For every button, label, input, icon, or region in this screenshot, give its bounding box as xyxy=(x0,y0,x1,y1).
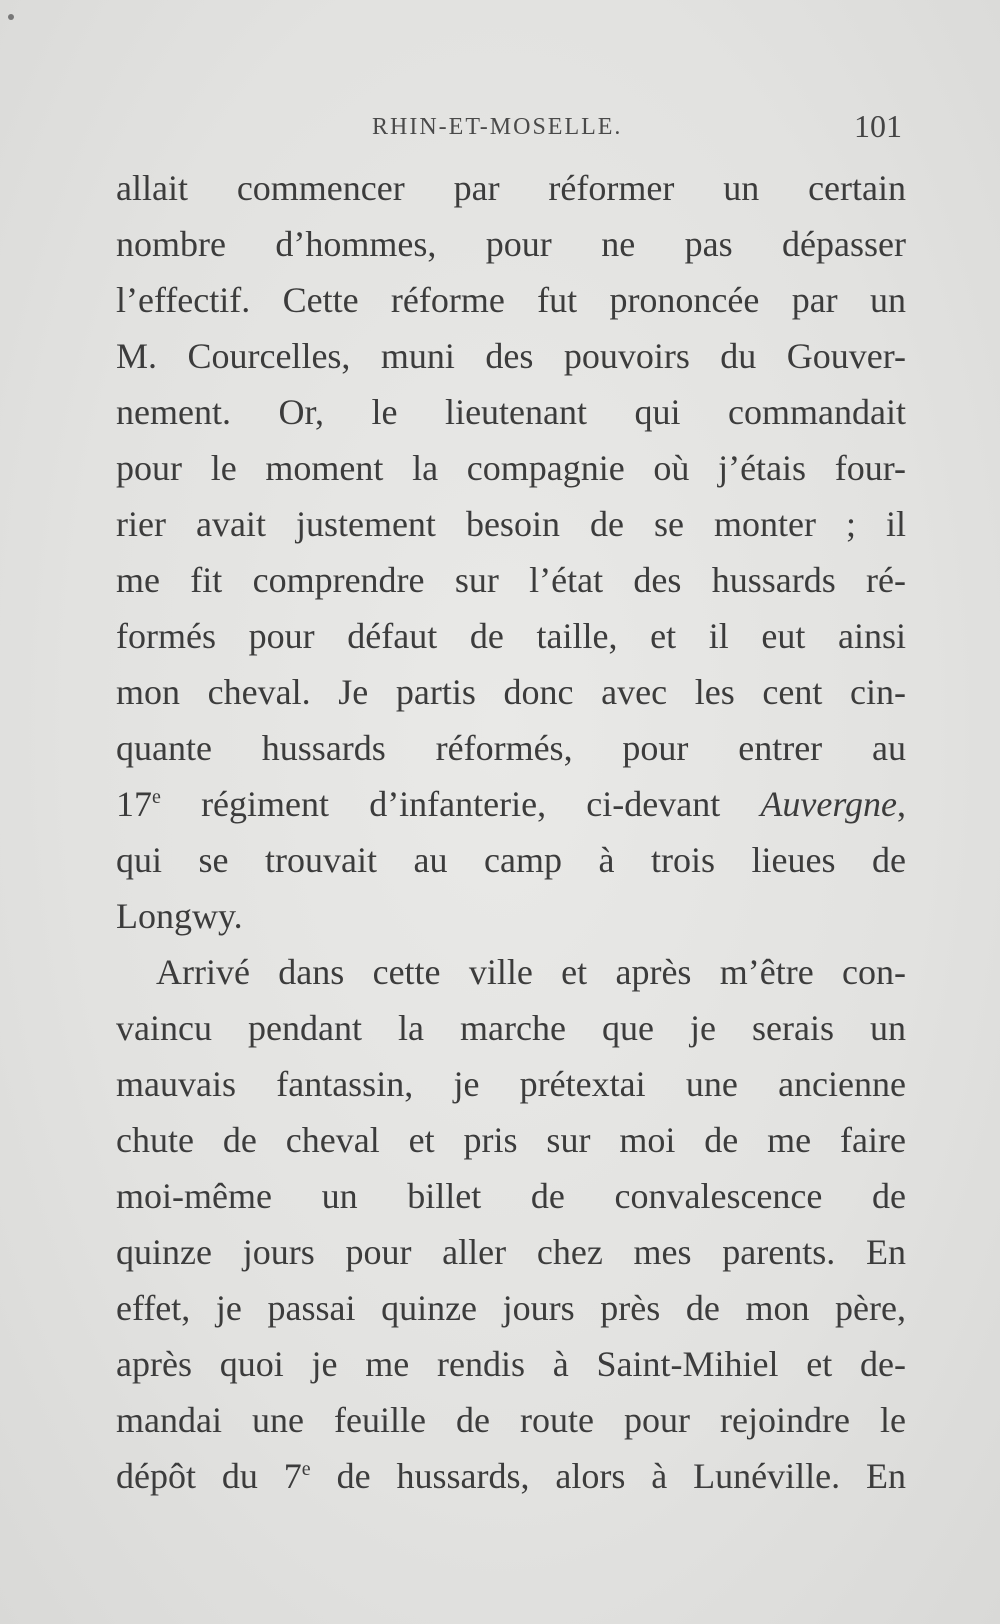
regiment-name: Auvergne xyxy=(760,784,897,824)
text-line-depot xyxy=(116,1448,906,1504)
text-line: nement. Or, le lieutenant qui commandait xyxy=(116,392,906,432)
text-line: nombre d’hommes, pour ne pas dépasser xyxy=(116,224,906,264)
text-line: me fit comprendre sur l’état des hussards ré- xyxy=(116,560,906,600)
ordinal-superscript: e xyxy=(152,786,161,808)
depot-text-before: dépôt du 7 xyxy=(116,1456,302,1496)
regiment-number: 17 xyxy=(116,784,152,824)
text-line: quinze jours pour aller chez mes parents. En xyxy=(116,1232,906,1272)
text-line: chute de cheval et pris sur moi de me faire xyxy=(116,1120,906,1160)
text-line: vaincu pendant la marche que je serais un xyxy=(116,1008,906,1048)
text-line: l’effectif. Cette réforme fut prononcée par un xyxy=(116,280,906,320)
text-line: qui se trouvait au camp à trois lieues de xyxy=(116,840,906,880)
page-number: 101 xyxy=(854,108,902,144)
text-line-regiment xyxy=(116,776,906,832)
text-line: allait commencer par réformer un certain xyxy=(116,168,906,208)
text-line: formés pour défaut de taille, et il eut ainsi xyxy=(116,616,906,656)
page-speck xyxy=(8,14,14,20)
comma: , xyxy=(897,784,906,824)
text-line: Longwy. xyxy=(116,896,243,936)
text-line: pour le moment la compagnie où j’étais four- xyxy=(116,448,906,488)
depot-text-after: de hussards, alors à Lunéville. En xyxy=(310,1456,906,1496)
ordinal-superscript: e xyxy=(301,1458,311,1480)
running-title: RHIN-ET-MOSELLE. xyxy=(372,114,623,140)
text-line: après quoi je me rendis à Saint-Mihiel et de- xyxy=(116,1344,906,1384)
text-line: mandai une feuille de route pour rejoindre le xyxy=(116,1400,906,1440)
body-text xyxy=(116,160,906,1504)
text-line: mon cheval. Je partis donc avec les cent cin- xyxy=(116,672,906,712)
text-line: rier avait justement besoin de se monter ; il xyxy=(116,504,906,544)
text-line: effet, je passai quinze jours près de mon père, xyxy=(116,1288,906,1328)
text-line: Arrivé dans cette ville et après m’être con- xyxy=(156,952,906,992)
page-header xyxy=(116,104,906,154)
text-line: quante hussards réformés, pour entrer au xyxy=(116,728,906,768)
text-line: moi-même un billet de convalescence de xyxy=(116,1176,906,1216)
text-line: M. Courcelles, muni des pouvoirs du Gouver- xyxy=(116,336,906,376)
regiment-text: régiment d’infanterie, ci-devant xyxy=(160,784,761,824)
text-line: mauvais fantassin, je prétextai une ancienne xyxy=(116,1064,906,1104)
